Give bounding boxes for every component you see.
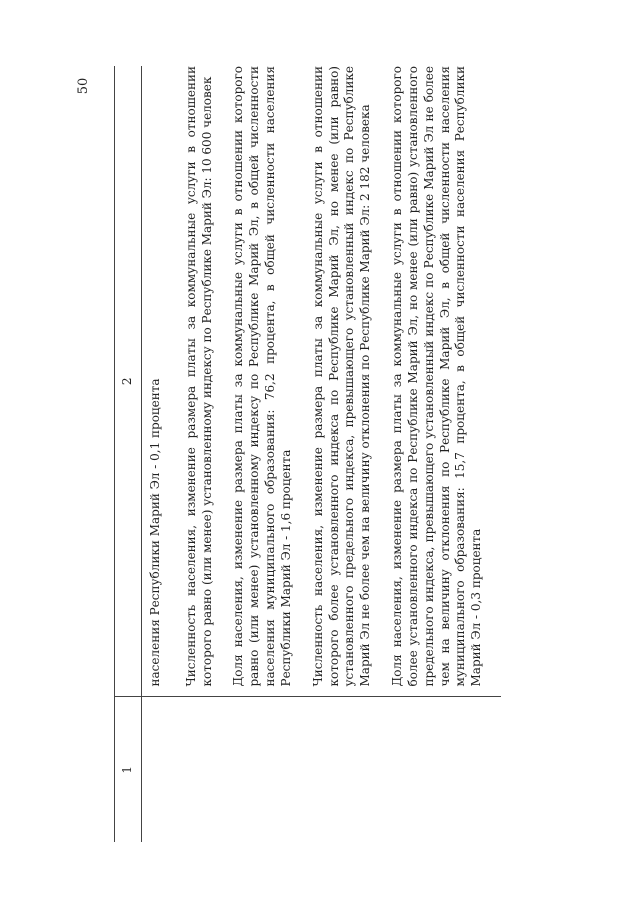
page-number: 50 [76, 77, 91, 95]
column-header-1: 1 [115, 697, 142, 842]
rotated-table-container [114, 66, 588, 842]
table-row [142, 66, 502, 842]
table-header-row [115, 66, 142, 842]
description-cell [142, 66, 502, 697]
paragraph-share-above-index: Доля населения, изменение размера платы за коммунальные услуги в отношении которого более установленного индекса по Республике Марий Эл, но менее (или равно) установленного предельного индекса, превышающего установленный индекс по Республике Марий Эл не более чем на величину отклонения по Республике Марий Эл, в общей численности населения муниципального образования: 15,7 процента, в общей численности населения Республики Марий Эл - 0,3 процента [390, 66, 484, 687]
paragraph-population-above-index: Численность населения, изменение размера платы за коммунальные услуги в отношении которого более установленного индекса по Республике Марий Эл, но менее (или равно) установленного предельного индекса, превышающего установленный индекс по Республике Марий Эл не более чем на величину отклонения по Республике Марий Эл: 2 182 человека [310, 66, 373, 687]
indicator-cell [142, 697, 502, 842]
data-table [114, 66, 501, 842]
column-header-2: 2 [115, 66, 142, 697]
paragraph-share-continuation: населения Республики Марий Эл - 0,1 процента [148, 378, 162, 687]
paragraph-population-at-index: Численность населения, изменение размера платы за коммунальные услуги в отношении которого равно (или менее) установленному индексу по Республике Марий Эл: 10 600 человек [183, 66, 214, 687]
paragraph-share-at-index: Доля населения, изменение размера платы за коммунальные услуги в отношении которого равно (или менее) установленному индексу по Республике Марий Эл, в общей численности населения муниципального образования: 76,2 процента, в общей численности населения Республики Марий Эл - 1,6 процента [231, 66, 293, 687]
